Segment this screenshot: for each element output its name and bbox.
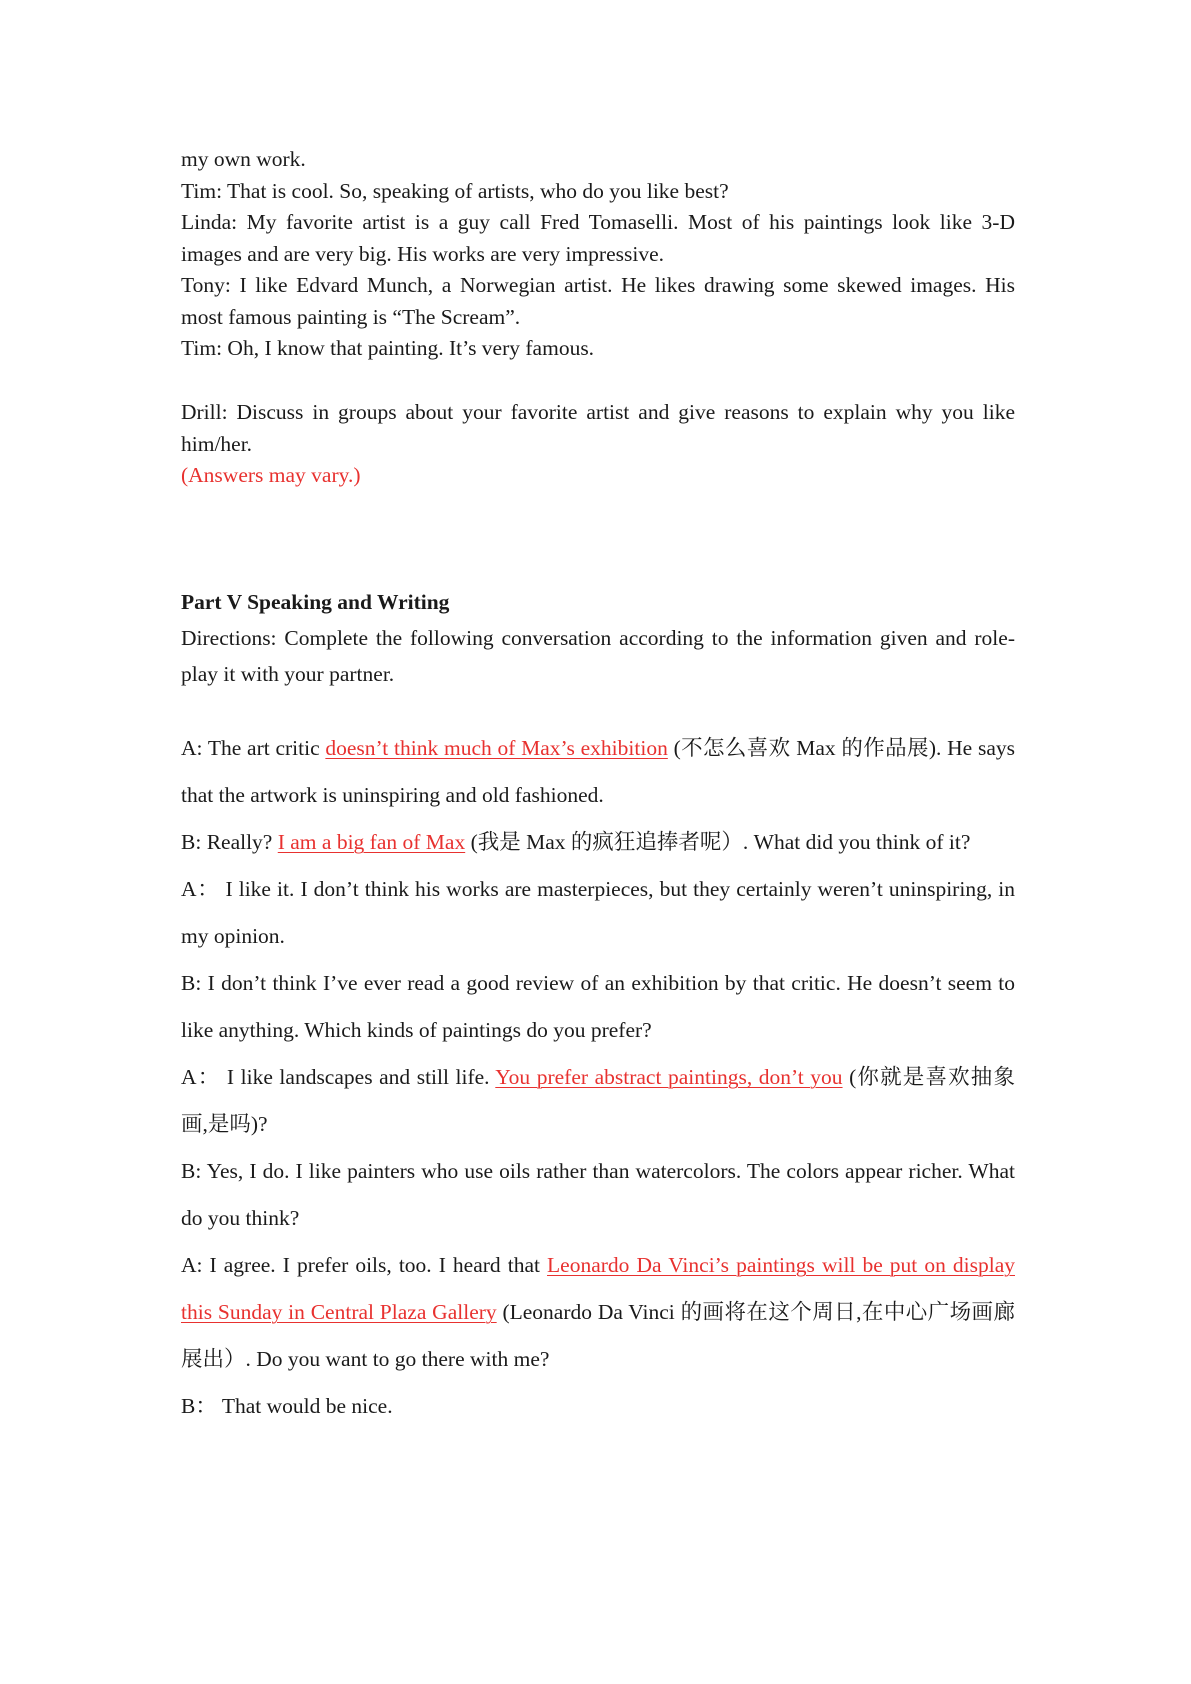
dialog-line xyxy=(181,1148,1015,1242)
dialog-text: B: Really? xyxy=(181,830,278,854)
dialog-text: (不怎么喜欢 Max 的作品展). He says that the artwork is uninspiring and old fashioned. xyxy=(181,736,1015,807)
dialog-line xyxy=(181,1242,1015,1383)
section-heading: Part V Speaking and Writing xyxy=(181,590,450,614)
dialog-text: (你就是喜欢抽象画,是吗)? xyxy=(181,1065,1015,1136)
dialog-line xyxy=(181,866,1015,960)
dialog-line xyxy=(181,1054,1015,1148)
conversation-line: my own work. xyxy=(181,147,306,171)
dialog-line xyxy=(181,725,1015,819)
dialog-text: A: The art critic xyxy=(181,736,326,760)
answer-blank: You prefer abstract paintings, don’t you xyxy=(495,1065,843,1089)
dialog-text: A: I agree. I prefer oils, too. I heard that xyxy=(181,1253,548,1277)
dialog-text: B： That would be nice. xyxy=(181,1394,393,1418)
drill-block xyxy=(181,397,1015,492)
answer-blank: I am a big fan of Max xyxy=(277,830,466,854)
directions-text: Directions: Complete the following conversation according to the information given and role-play it with your partner. xyxy=(181,626,1015,686)
directions-block xyxy=(181,620,1015,692)
conversation-line: Linda: My favorite artist is a guy call Fred Tomaselli. Most of his paintings look like 3-D images and are very big. His works are very impressive. xyxy=(181,210,1015,266)
dialog-line xyxy=(181,819,1015,866)
conversation-block xyxy=(181,144,1015,365)
dialog-text: A： I like landscapes and still life. xyxy=(181,1065,496,1089)
conversation-line: Tim: Oh, I know that painting. It’s very famous. xyxy=(181,336,595,360)
dialog-text: B: Yes, I do. I like painters who use oils rather than watercolors. The colors appear richer. What do you think? xyxy=(181,1159,1015,1230)
dialog-text: (我是 Max 的疯狂追捧者呢）. What did you think of it? xyxy=(465,830,971,854)
dialog-line xyxy=(181,1383,1015,1430)
dialog-block xyxy=(181,725,1015,1430)
dialog-text: A： I like it. I don’t think his works are masterpieces, but they certainly weren’t uninspiring, in my opinion. xyxy=(181,877,1015,948)
dialog-line xyxy=(181,960,1015,1054)
answer-blank: doesn’t think much of Max’s exhibition xyxy=(325,736,668,760)
dialog-text: B: I don’t think I’ve ever read a good review of an exhibition by that critic. He doesn’t seem to like anything. Which kinds of paintings do you prefer? xyxy=(181,971,1015,1042)
conversation-line: Tim: That is cool. So, speaking of artists, who do you like best? xyxy=(181,178,729,203)
conversation-line: Tony: I like Edvard Munch, a Norwegian artist. He likes drawing some skewed images. His most famous painting is “The Scream”. xyxy=(181,273,1015,329)
answer-blank: Leonardo Da Vinci’s paintings will be put on display this Sunday in Central Plaza Gallery xyxy=(181,1253,1015,1324)
part5-section xyxy=(181,587,1015,619)
drill-answer: (Answers may vary.) xyxy=(181,463,361,487)
drill-text: Drill: Discuss in groups about your favorite artist and give reasons to explain why you like him/her. xyxy=(181,400,1015,456)
dialog-text: (Leonardo Da Vinci 的画将在这个周日,在中心广场画廊展出）. Do you want to go there with me? xyxy=(181,1300,1015,1371)
